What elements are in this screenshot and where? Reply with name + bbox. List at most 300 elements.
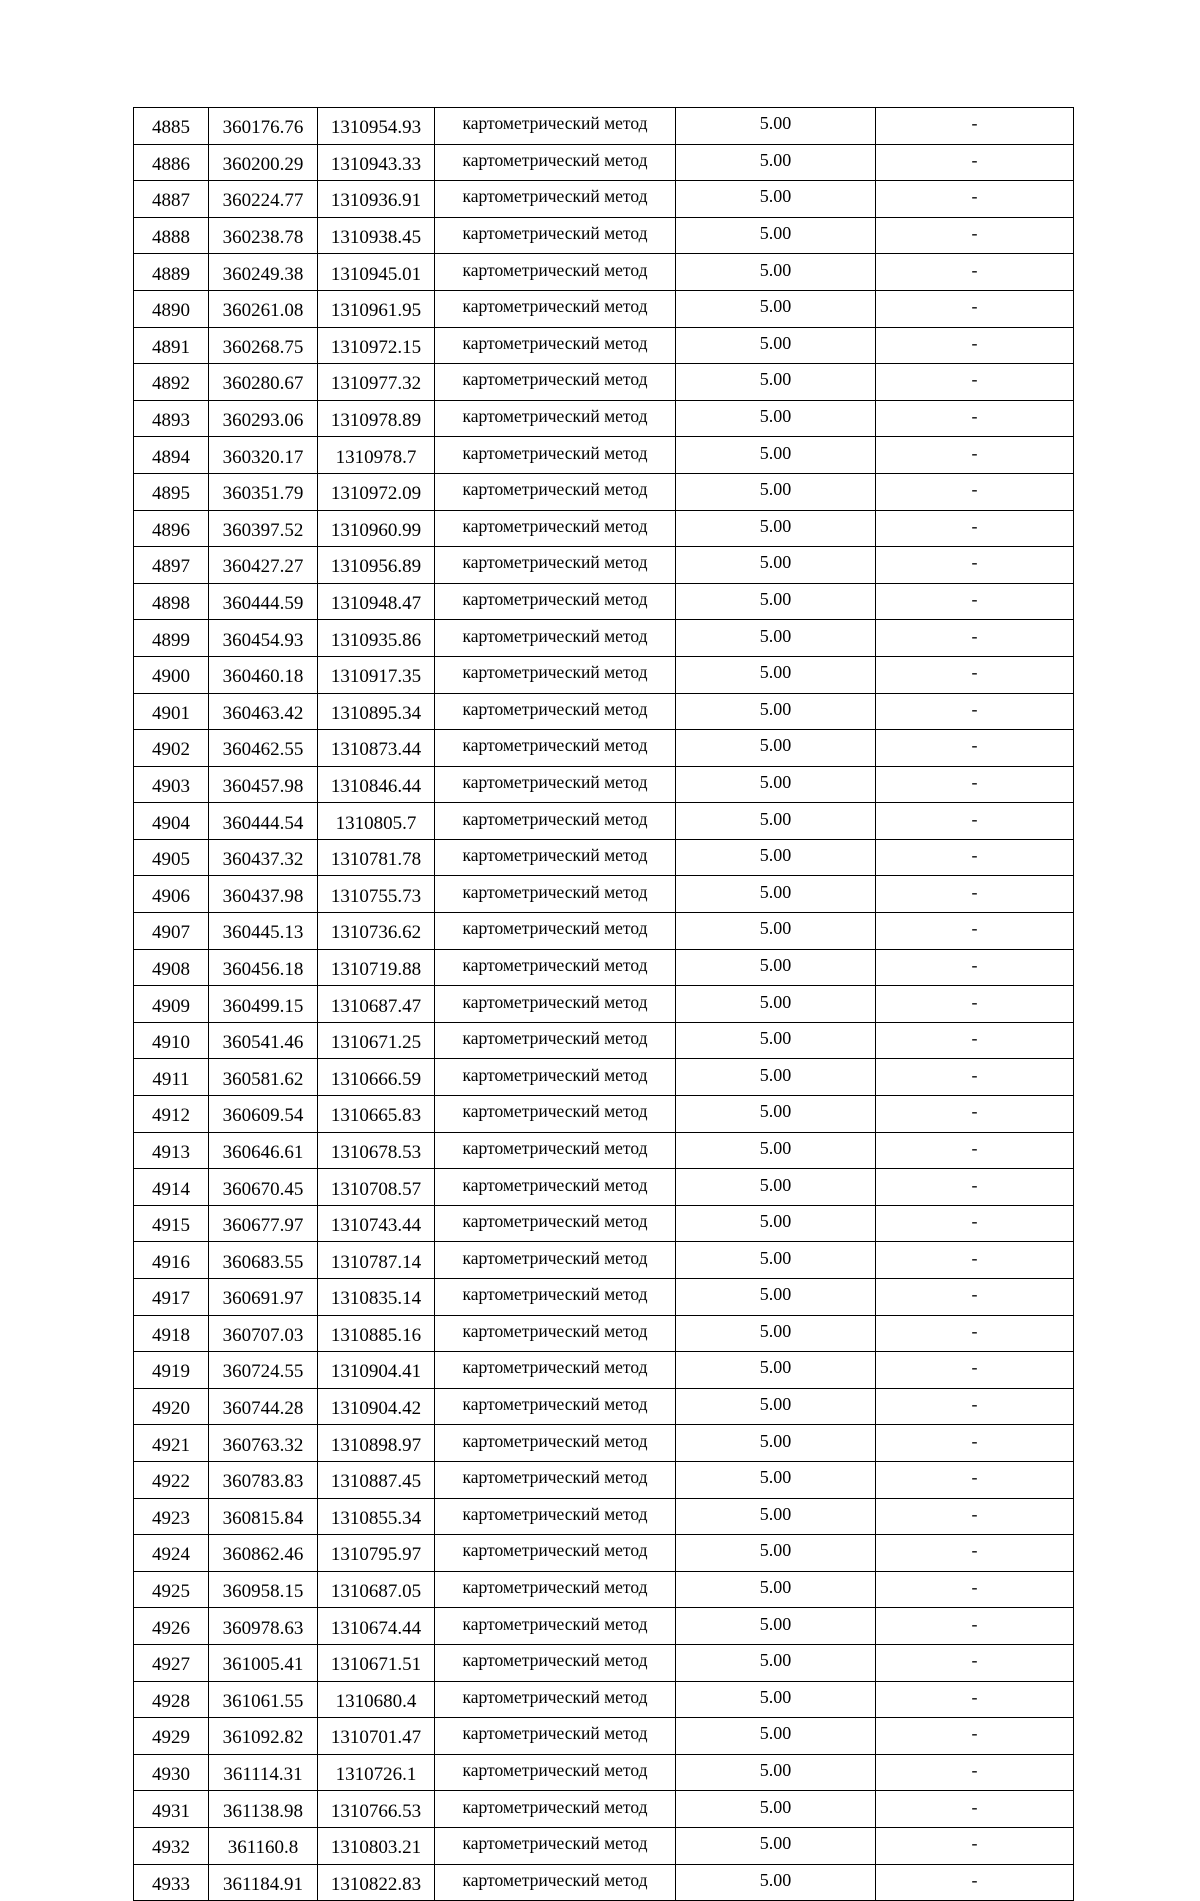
table-row xyxy=(134,766,1074,803)
description-cell: - xyxy=(876,510,1074,547)
x-coordinate-cell: 360280.67 xyxy=(209,364,318,401)
point-number-cell: 4906 xyxy=(134,876,209,913)
y-coordinate-cell: 1310736.62 xyxy=(318,913,435,950)
table-row xyxy=(134,1096,1074,1133)
method-cell: картометрический метод xyxy=(435,400,676,437)
accuracy-cell: 5.00 xyxy=(676,876,876,913)
y-coordinate-cell: 1310961.95 xyxy=(318,290,435,327)
table-row xyxy=(134,1205,1074,1242)
x-coordinate-cell: 360249.38 xyxy=(209,254,318,291)
table-row xyxy=(134,1169,1074,1206)
y-coordinate-cell: 1310665.83 xyxy=(318,1096,435,1133)
point-number-cell: 4933 xyxy=(134,1864,209,1901)
x-coordinate-cell: 361138.98 xyxy=(209,1791,318,1828)
y-coordinate-cell: 1310895.34 xyxy=(318,693,435,730)
table-row xyxy=(134,839,1074,876)
x-coordinate-cell: 360691.97 xyxy=(209,1279,318,1316)
y-coordinate-cell: 1310787.14 xyxy=(318,1242,435,1279)
accuracy-cell: 5.00 xyxy=(676,1791,876,1828)
y-coordinate-cell: 1310945.01 xyxy=(318,254,435,291)
method-cell: картометрический метод xyxy=(435,473,676,510)
table-row xyxy=(134,1425,1074,1462)
table-row xyxy=(134,1864,1074,1901)
description-cell: - xyxy=(876,693,1074,730)
accuracy-cell: 5.00 xyxy=(676,1096,876,1133)
point-number-cell: 4893 xyxy=(134,400,209,437)
table-row xyxy=(134,1644,1074,1681)
x-coordinate-cell: 360427.27 xyxy=(209,547,318,584)
y-coordinate-cell: 1310687.05 xyxy=(318,1571,435,1608)
x-coordinate-cell: 360444.59 xyxy=(209,583,318,620)
table-row xyxy=(134,1132,1074,1169)
point-number-cell: 4899 xyxy=(134,620,209,657)
accuracy-cell: 5.00 xyxy=(676,108,876,145)
x-coordinate-cell: 360320.17 xyxy=(209,437,318,474)
method-cell: картометрический метод xyxy=(435,1644,676,1681)
x-coordinate-cell: 360437.98 xyxy=(209,876,318,913)
description-cell: - xyxy=(876,876,1074,913)
point-number-cell: 4930 xyxy=(134,1754,209,1791)
table-row xyxy=(134,1718,1074,1755)
method-cell: картометрический метод xyxy=(435,547,676,584)
accuracy-cell: 5.00 xyxy=(676,290,876,327)
description-cell: - xyxy=(876,1388,1074,1425)
x-coordinate-cell: 360351.79 xyxy=(209,473,318,510)
x-coordinate-cell: 360815.84 xyxy=(209,1498,318,1535)
accuracy-cell: 5.00 xyxy=(676,327,876,364)
accuracy-cell: 5.00 xyxy=(676,1571,876,1608)
point-number-cell: 4888 xyxy=(134,217,209,254)
method-cell: картометрический метод xyxy=(435,1754,676,1791)
y-coordinate-cell: 1310680.4 xyxy=(318,1681,435,1718)
x-coordinate-cell: 360862.46 xyxy=(209,1535,318,1572)
x-coordinate-cell: 361114.31 xyxy=(209,1754,318,1791)
table-row xyxy=(134,510,1074,547)
y-coordinate-cell: 1310678.53 xyxy=(318,1132,435,1169)
point-number-cell: 4926 xyxy=(134,1608,209,1645)
x-coordinate-cell: 360683.55 xyxy=(209,1242,318,1279)
table-row xyxy=(134,1461,1074,1498)
point-number-cell: 4889 xyxy=(134,254,209,291)
y-coordinate-cell: 1310671.51 xyxy=(318,1644,435,1681)
method-cell: картометрический метод xyxy=(435,1864,676,1901)
accuracy-cell: 5.00 xyxy=(676,400,876,437)
accuracy-cell: 5.00 xyxy=(676,730,876,767)
accuracy-cell: 5.00 xyxy=(676,437,876,474)
method-cell: картометрический метод xyxy=(435,327,676,364)
description-cell: - xyxy=(876,1059,1074,1096)
accuracy-cell: 5.00 xyxy=(676,1864,876,1901)
point-number-cell: 4905 xyxy=(134,839,209,876)
description-cell: - xyxy=(876,364,1074,401)
description-cell: - xyxy=(876,1242,1074,1279)
method-cell: картометрический метод xyxy=(435,108,676,145)
table-row xyxy=(134,1279,1074,1316)
point-number-cell: 4908 xyxy=(134,949,209,986)
description-cell: - xyxy=(876,400,1074,437)
method-cell: картометрический метод xyxy=(435,876,676,913)
point-number-cell: 4890 xyxy=(134,290,209,327)
point-number-cell: 4912 xyxy=(134,1096,209,1133)
description-cell: - xyxy=(876,181,1074,218)
accuracy-cell: 5.00 xyxy=(676,1132,876,1169)
x-coordinate-cell: 360978.63 xyxy=(209,1608,318,1645)
accuracy-cell: 5.00 xyxy=(676,510,876,547)
x-coordinate-cell: 360224.77 xyxy=(209,181,318,218)
method-cell: картометрический метод xyxy=(435,1827,676,1864)
method-cell: картометрический метод xyxy=(435,803,676,840)
description-cell: - xyxy=(876,913,1074,950)
method-cell: картометрический метод xyxy=(435,1791,676,1828)
x-coordinate-cell: 360541.46 xyxy=(209,1022,318,1059)
description-cell: - xyxy=(876,839,1074,876)
x-coordinate-cell: 360238.78 xyxy=(209,217,318,254)
y-coordinate-cell: 1310972.09 xyxy=(318,473,435,510)
point-number-cell: 4897 xyxy=(134,547,209,584)
y-coordinate-cell: 1310938.45 xyxy=(318,217,435,254)
point-number-cell: 4902 xyxy=(134,730,209,767)
table-row xyxy=(134,108,1074,145)
method-cell: картометрический метод xyxy=(435,1315,676,1352)
accuracy-cell: 5.00 xyxy=(676,1205,876,1242)
y-coordinate-cell: 1310755.73 xyxy=(318,876,435,913)
method-cell: картометрический метод xyxy=(435,839,676,876)
description-cell: - xyxy=(876,1498,1074,1535)
table-row xyxy=(134,583,1074,620)
table-row xyxy=(134,876,1074,913)
point-number-cell: 4925 xyxy=(134,1571,209,1608)
point-number-cell: 4931 xyxy=(134,1791,209,1828)
x-coordinate-cell: 360646.61 xyxy=(209,1132,318,1169)
method-cell: картометрический метод xyxy=(435,1352,676,1389)
method-cell: картометрический метод xyxy=(435,437,676,474)
accuracy-cell: 5.00 xyxy=(676,766,876,803)
x-coordinate-cell: 360293.06 xyxy=(209,400,318,437)
method-cell: картометрический метод xyxy=(435,730,676,767)
method-cell: картометрический метод xyxy=(435,1571,676,1608)
method-cell: картометрический метод xyxy=(435,1132,676,1169)
table-row xyxy=(134,144,1074,181)
method-cell: картометрический метод xyxy=(435,1388,676,1425)
accuracy-cell: 5.00 xyxy=(676,1498,876,1535)
point-number-cell: 4911 xyxy=(134,1059,209,1096)
y-coordinate-cell: 1310885.16 xyxy=(318,1315,435,1352)
method-cell: картометрический метод xyxy=(435,656,676,693)
description-cell: - xyxy=(876,327,1074,364)
y-coordinate-cell: 1310766.53 xyxy=(318,1791,435,1828)
description-cell: - xyxy=(876,144,1074,181)
point-number-cell: 4891 xyxy=(134,327,209,364)
table-row xyxy=(134,327,1074,364)
x-coordinate-cell: 361061.55 xyxy=(209,1681,318,1718)
accuracy-cell: 5.00 xyxy=(676,144,876,181)
point-number-cell: 4900 xyxy=(134,656,209,693)
coordinates-table xyxy=(133,107,1074,1901)
point-number-cell: 4914 xyxy=(134,1169,209,1206)
accuracy-cell: 5.00 xyxy=(676,181,876,218)
x-coordinate-cell: 360444.54 xyxy=(209,803,318,840)
y-coordinate-cell: 1310960.99 xyxy=(318,510,435,547)
accuracy-cell: 5.00 xyxy=(676,1608,876,1645)
y-coordinate-cell: 1310935.86 xyxy=(318,620,435,657)
accuracy-cell: 5.00 xyxy=(676,986,876,1023)
y-coordinate-cell: 1310666.59 xyxy=(318,1059,435,1096)
table-row xyxy=(134,1754,1074,1791)
description-cell: - xyxy=(876,583,1074,620)
point-number-cell: 4927 xyxy=(134,1644,209,1681)
x-coordinate-cell: 360707.03 xyxy=(209,1315,318,1352)
y-coordinate-cell: 1310855.34 xyxy=(318,1498,435,1535)
table-row xyxy=(134,1352,1074,1389)
point-number-cell: 4913 xyxy=(134,1132,209,1169)
description-cell: - xyxy=(876,473,1074,510)
table-row xyxy=(134,1791,1074,1828)
y-coordinate-cell: 1310708.57 xyxy=(318,1169,435,1206)
y-coordinate-cell: 1310846.44 xyxy=(318,766,435,803)
y-coordinate-cell: 1310726.1 xyxy=(318,1754,435,1791)
description-cell: - xyxy=(876,1718,1074,1755)
x-coordinate-cell: 360460.18 xyxy=(209,656,318,693)
accuracy-cell: 5.00 xyxy=(676,949,876,986)
point-number-cell: 4894 xyxy=(134,437,209,474)
accuracy-cell: 5.00 xyxy=(676,473,876,510)
accuracy-cell: 5.00 xyxy=(676,1315,876,1352)
point-number-cell: 4886 xyxy=(134,144,209,181)
table-row xyxy=(134,620,1074,657)
x-coordinate-cell: 360268.75 xyxy=(209,327,318,364)
method-cell: картометрический метод xyxy=(435,364,676,401)
description-cell: - xyxy=(876,620,1074,657)
point-number-cell: 4924 xyxy=(134,1535,209,1572)
point-number-cell: 4892 xyxy=(134,364,209,401)
description-cell: - xyxy=(876,730,1074,767)
point-number-cell: 4920 xyxy=(134,1388,209,1425)
y-coordinate-cell: 1310948.47 xyxy=(318,583,435,620)
point-number-cell: 4903 xyxy=(134,766,209,803)
point-number-cell: 4929 xyxy=(134,1718,209,1755)
method-cell: картометрический метод xyxy=(435,290,676,327)
description-cell: - xyxy=(876,217,1074,254)
description-cell: - xyxy=(876,1461,1074,1498)
point-number-cell: 4895 xyxy=(134,473,209,510)
x-coordinate-cell: 360454.93 xyxy=(209,620,318,657)
description-cell: - xyxy=(876,1279,1074,1316)
table-row xyxy=(134,1315,1074,1352)
y-coordinate-cell: 1310943.33 xyxy=(318,144,435,181)
point-number-cell: 4898 xyxy=(134,583,209,620)
description-cell: - xyxy=(876,1791,1074,1828)
description-cell: - xyxy=(876,1096,1074,1133)
x-coordinate-cell: 360462.55 xyxy=(209,730,318,767)
accuracy-cell: 5.00 xyxy=(676,620,876,657)
table-row xyxy=(134,1242,1074,1279)
method-cell: картометрический метод xyxy=(435,1425,676,1462)
y-coordinate-cell: 1310972.15 xyxy=(318,327,435,364)
description-cell: - xyxy=(876,1754,1074,1791)
description-cell: - xyxy=(876,1608,1074,1645)
point-number-cell: 4907 xyxy=(134,913,209,950)
description-cell: - xyxy=(876,290,1074,327)
description-cell: - xyxy=(876,1205,1074,1242)
x-coordinate-cell: 360958.15 xyxy=(209,1571,318,1608)
x-coordinate-cell: 360261.08 xyxy=(209,290,318,327)
table-row xyxy=(134,1022,1074,1059)
description-cell: - xyxy=(876,656,1074,693)
y-coordinate-cell: 1310978.7 xyxy=(318,437,435,474)
y-coordinate-cell: 1310956.89 xyxy=(318,547,435,584)
y-coordinate-cell: 1310898.97 xyxy=(318,1425,435,1462)
accuracy-cell: 5.00 xyxy=(676,1388,876,1425)
point-number-cell: 4918 xyxy=(134,1315,209,1352)
point-number-cell: 4896 xyxy=(134,510,209,547)
method-cell: картометрический метод xyxy=(435,913,676,950)
description-cell: - xyxy=(876,1169,1074,1206)
y-coordinate-cell: 1310701.47 xyxy=(318,1718,435,1755)
method-cell: картометрический метод xyxy=(435,1608,676,1645)
y-coordinate-cell: 1310835.14 xyxy=(318,1279,435,1316)
table-row xyxy=(134,693,1074,730)
x-coordinate-cell: 360397.52 xyxy=(209,510,318,547)
y-coordinate-cell: 1310904.41 xyxy=(318,1352,435,1389)
table-row xyxy=(134,1498,1074,1535)
method-cell: картометрический метод xyxy=(435,693,676,730)
method-cell: картометрический метод xyxy=(435,144,676,181)
point-number-cell: 4915 xyxy=(134,1205,209,1242)
description-cell: - xyxy=(876,949,1074,986)
accuracy-cell: 5.00 xyxy=(676,254,876,291)
point-number-cell: 4921 xyxy=(134,1425,209,1462)
table-row xyxy=(134,1827,1074,1864)
method-cell: картометрический метод xyxy=(435,986,676,1023)
x-coordinate-cell: 360677.97 xyxy=(209,1205,318,1242)
method-cell: картометрический метод xyxy=(435,1279,676,1316)
description-cell: - xyxy=(876,986,1074,1023)
method-cell: картометрический метод xyxy=(435,949,676,986)
description-cell: - xyxy=(876,1425,1074,1462)
y-coordinate-cell: 1310978.89 xyxy=(318,400,435,437)
x-coordinate-cell: 361092.82 xyxy=(209,1718,318,1755)
description-cell: - xyxy=(876,803,1074,840)
table-row xyxy=(134,290,1074,327)
accuracy-cell: 5.00 xyxy=(676,1754,876,1791)
method-cell: картометрический метод xyxy=(435,510,676,547)
table-row xyxy=(134,1608,1074,1645)
method-cell: картометрический метод xyxy=(435,1681,676,1718)
y-coordinate-cell: 1310904.42 xyxy=(318,1388,435,1425)
x-coordinate-cell: 360609.54 xyxy=(209,1096,318,1133)
point-number-cell: 4923 xyxy=(134,1498,209,1535)
table-row xyxy=(134,656,1074,693)
description-cell: - xyxy=(876,1571,1074,1608)
y-coordinate-cell: 1310822.83 xyxy=(318,1864,435,1901)
y-coordinate-cell: 1310743.44 xyxy=(318,1205,435,1242)
table-row xyxy=(134,913,1074,950)
x-coordinate-cell: 360445.13 xyxy=(209,913,318,950)
accuracy-cell: 5.00 xyxy=(676,1279,876,1316)
method-cell: картометрический метод xyxy=(435,254,676,291)
accuracy-cell: 5.00 xyxy=(676,1169,876,1206)
x-coordinate-cell: 360499.15 xyxy=(209,986,318,1023)
x-coordinate-cell: 360670.45 xyxy=(209,1169,318,1206)
description-cell: - xyxy=(876,254,1074,291)
y-coordinate-cell: 1310954.93 xyxy=(318,108,435,145)
y-coordinate-cell: 1310803.21 xyxy=(318,1827,435,1864)
x-coordinate-cell: 361184.91 xyxy=(209,1864,318,1901)
point-number-cell: 4919 xyxy=(134,1352,209,1389)
point-number-cell: 4932 xyxy=(134,1827,209,1864)
table-row xyxy=(134,803,1074,840)
x-coordinate-cell: 360783.83 xyxy=(209,1461,318,1498)
point-number-cell: 4885 xyxy=(134,108,209,145)
description-cell: - xyxy=(876,1315,1074,1352)
point-number-cell: 4887 xyxy=(134,181,209,218)
table-row xyxy=(134,181,1074,218)
table-row xyxy=(134,1571,1074,1608)
description-cell: - xyxy=(876,1535,1074,1572)
description-cell: - xyxy=(876,1022,1074,1059)
table-row xyxy=(134,437,1074,474)
method-cell: картометрический метод xyxy=(435,766,676,803)
accuracy-cell: 5.00 xyxy=(676,1242,876,1279)
table-row xyxy=(134,217,1074,254)
description-cell: - xyxy=(876,437,1074,474)
table-row xyxy=(134,1681,1074,1718)
accuracy-cell: 5.00 xyxy=(676,364,876,401)
y-coordinate-cell: 1310719.88 xyxy=(318,949,435,986)
x-coordinate-cell: 360763.32 xyxy=(209,1425,318,1462)
x-coordinate-cell: 360581.62 xyxy=(209,1059,318,1096)
accuracy-cell: 5.00 xyxy=(676,913,876,950)
method-cell: картометрический метод xyxy=(435,1535,676,1572)
accuracy-cell: 5.00 xyxy=(676,217,876,254)
description-cell: - xyxy=(876,1681,1074,1718)
table-row xyxy=(134,364,1074,401)
y-coordinate-cell: 1310977.32 xyxy=(318,364,435,401)
x-coordinate-cell: 360744.28 xyxy=(209,1388,318,1425)
y-coordinate-cell: 1310873.44 xyxy=(318,730,435,767)
table-body xyxy=(134,108,1074,1901)
description-cell: - xyxy=(876,1827,1074,1864)
table-row xyxy=(134,254,1074,291)
description-cell: - xyxy=(876,1352,1074,1389)
point-number-cell: 4910 xyxy=(134,1022,209,1059)
x-coordinate-cell: 360456.18 xyxy=(209,949,318,986)
y-coordinate-cell: 1310687.47 xyxy=(318,986,435,1023)
point-number-cell: 4922 xyxy=(134,1461,209,1498)
x-coordinate-cell: 361160.8 xyxy=(209,1827,318,1864)
x-coordinate-cell: 360463.42 xyxy=(209,693,318,730)
x-coordinate-cell: 361005.41 xyxy=(209,1644,318,1681)
y-coordinate-cell: 1310674.44 xyxy=(318,1608,435,1645)
table-row xyxy=(134,949,1074,986)
y-coordinate-cell: 1310781.78 xyxy=(318,839,435,876)
accuracy-cell: 5.00 xyxy=(676,1425,876,1462)
accuracy-cell: 5.00 xyxy=(676,1461,876,1498)
y-coordinate-cell: 1310795.97 xyxy=(318,1535,435,1572)
y-coordinate-cell: 1310917.35 xyxy=(318,656,435,693)
method-cell: картометрический метод xyxy=(435,1096,676,1133)
accuracy-cell: 5.00 xyxy=(676,1352,876,1389)
y-coordinate-cell: 1310936.91 xyxy=(318,181,435,218)
accuracy-cell: 5.00 xyxy=(676,1644,876,1681)
x-coordinate-cell: 360200.29 xyxy=(209,144,318,181)
point-number-cell: 4916 xyxy=(134,1242,209,1279)
table-row xyxy=(134,1388,1074,1425)
table-row xyxy=(134,730,1074,767)
description-cell: - xyxy=(876,1644,1074,1681)
method-cell: картометрический метод xyxy=(435,1498,676,1535)
method-cell: картометрический метод xyxy=(435,1022,676,1059)
